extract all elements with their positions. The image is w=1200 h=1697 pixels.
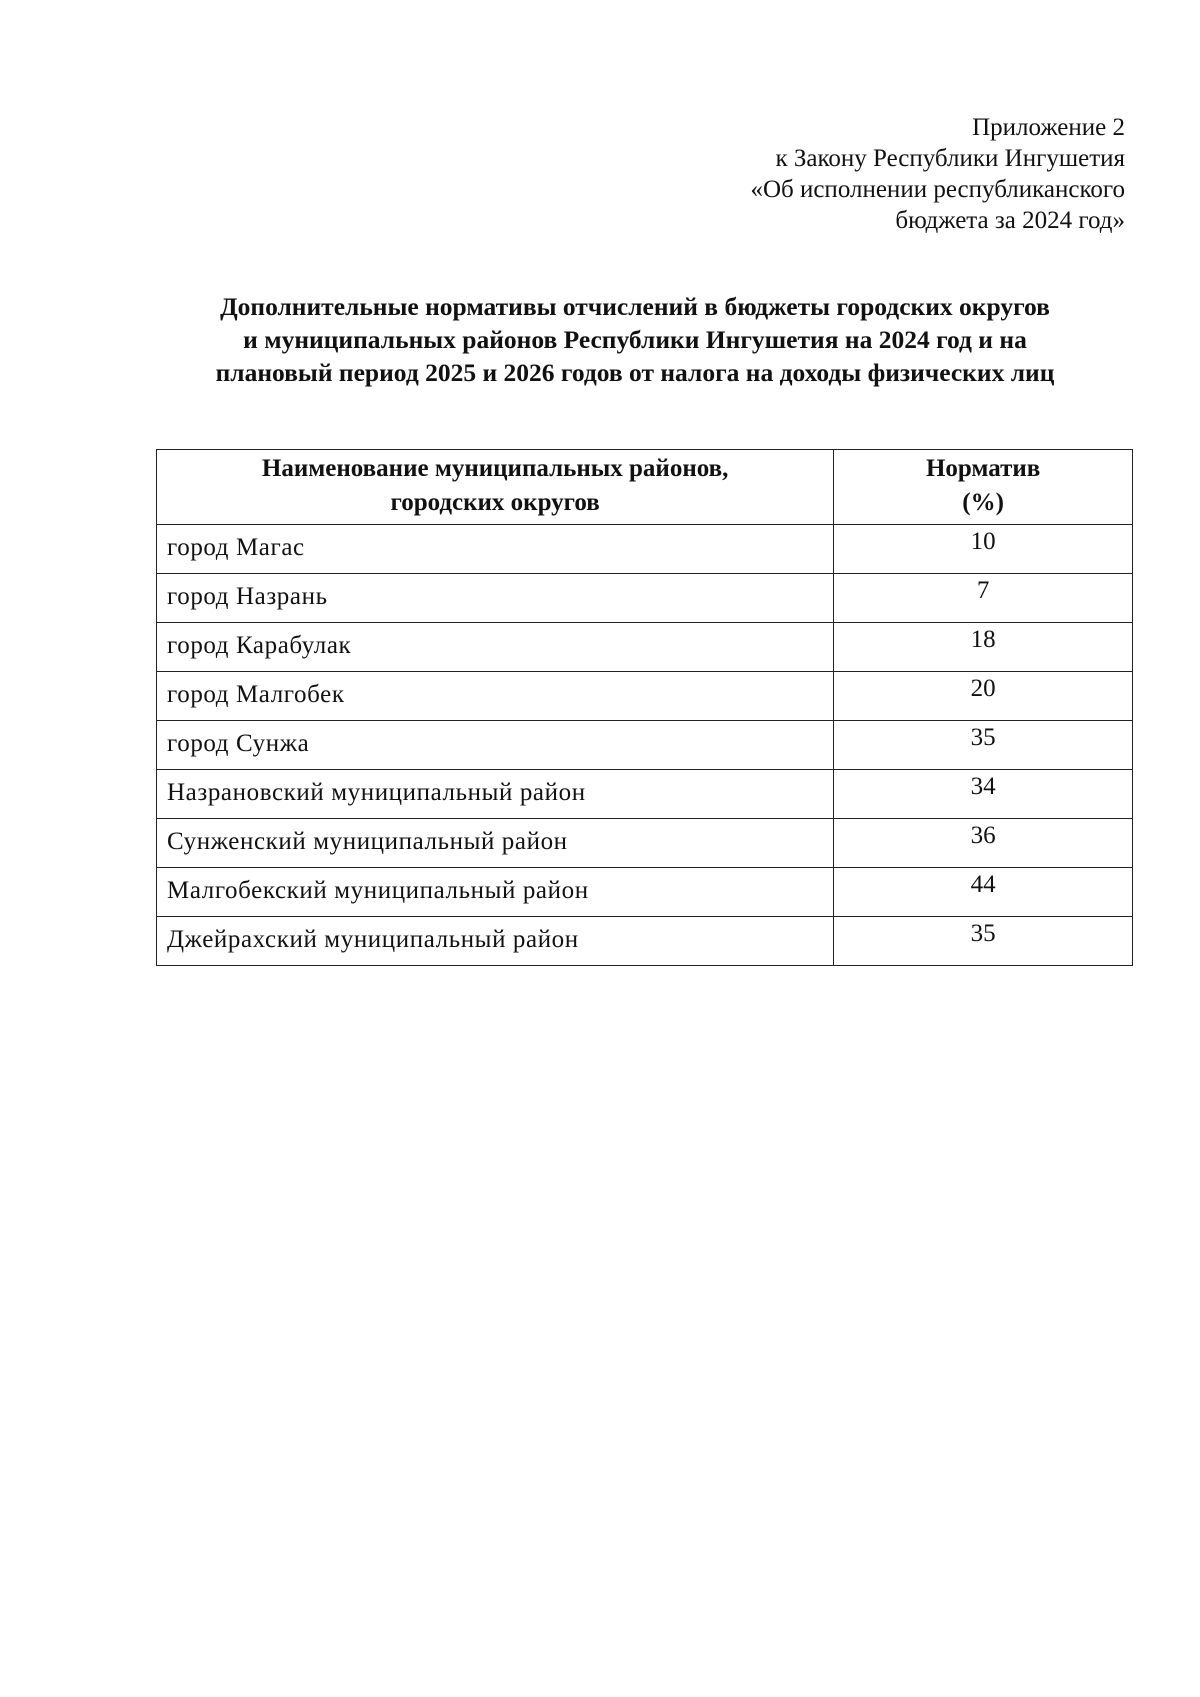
- header-norm-line: Норматив: [925, 455, 1041, 482]
- norm-value: 7: [834, 574, 1133, 623]
- appendix-line: «Об исполнении республиканского: [750, 176, 1125, 203]
- norm-value: 34: [834, 770, 1133, 819]
- table-header-row: [157, 450, 1133, 525]
- norm-value: 10: [834, 525, 1133, 574]
- norm-value: 18: [834, 623, 1133, 672]
- norm-value: 44: [834, 868, 1133, 917]
- table-row: [157, 819, 1133, 868]
- table-row: [157, 623, 1133, 672]
- title-line: плановый период 2025 и 2026 годов от налога на доходы физических лиц: [215, 358, 1055, 387]
- title-line: Дополнительные нормативы отчислений в бюджеты городских округов: [220, 292, 1050, 321]
- norm-value: 35: [834, 721, 1133, 770]
- municipality-name: город Сунжа: [157, 721, 834, 770]
- header-name-column: [157, 450, 834, 525]
- municipality-name: город Карабулак: [157, 623, 834, 672]
- table-row: [157, 525, 1133, 574]
- table-row: [157, 868, 1133, 917]
- norm-value: 35: [834, 917, 1133, 966]
- municipality-name: Малгобекский муниципальный район: [157, 868, 834, 917]
- norm-value: 20: [834, 672, 1133, 721]
- municipality-name: город Магас: [157, 525, 834, 574]
- appendix-line: к Закону Республики Ингушетия: [775, 145, 1125, 172]
- norm-value: 36: [834, 819, 1133, 868]
- municipality-name: Сунженский муниципальный район: [157, 819, 834, 868]
- table-row: [157, 721, 1133, 770]
- header-norm-column: [834, 450, 1133, 525]
- municipality-name: Джейрахский муниципальный район: [157, 917, 834, 966]
- norms-table: [156, 449, 1133, 966]
- table-row: [157, 770, 1133, 819]
- municipality-name: Назрановский муниципальный район: [157, 770, 834, 819]
- header-norm-line: (%): [962, 489, 1004, 516]
- appendix-header: [750, 112, 1125, 236]
- header-name-line: городских округов: [390, 489, 600, 516]
- municipality-name: город Назрань: [157, 574, 834, 623]
- table-row: [157, 672, 1133, 721]
- table-row: [157, 574, 1133, 623]
- title-line: и муниципальных районов Республики Ингушетия на 2024 год и на: [243, 325, 1027, 354]
- document-title: [150, 290, 1120, 389]
- table-row: [157, 917, 1133, 966]
- header-name-line: Наименование муниципальных районов,: [261, 455, 729, 482]
- appendix-line: Приложение 2: [972, 114, 1125, 141]
- appendix-line: бюджета за 2024 год»: [895, 207, 1125, 234]
- municipality-name: город Малгобек: [157, 672, 834, 721]
